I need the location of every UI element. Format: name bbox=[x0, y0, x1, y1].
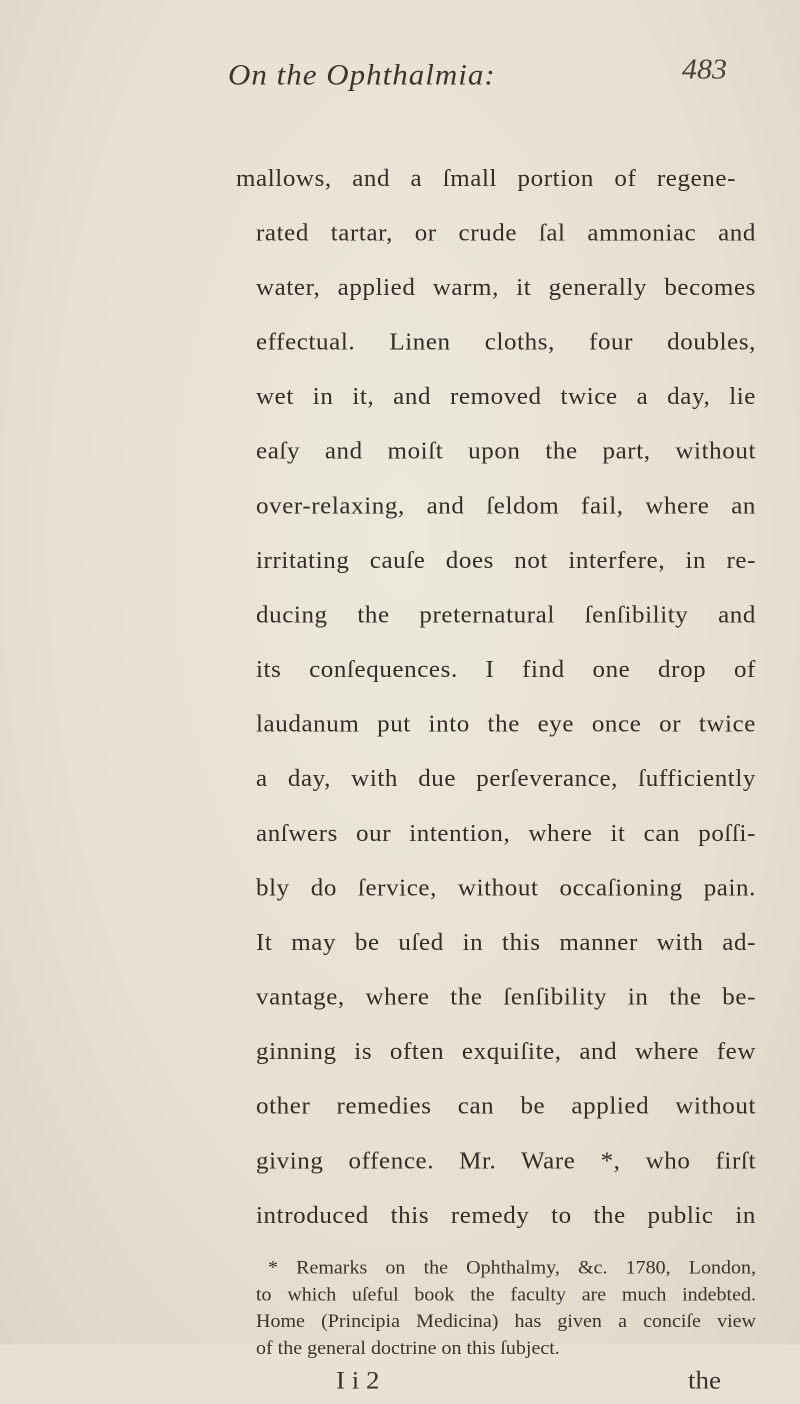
footnote-line: to which uſeful book the faculty are much indebted. bbox=[256, 1284, 756, 1306]
footnote-line: of the general doctrine on this ſubject. bbox=[256, 1337, 560, 1359]
catchword: the bbox=[688, 1365, 721, 1395]
signature-mark: I i 2 bbox=[336, 1365, 380, 1395]
body-line: effectual. Linen cloths, four doubles, bbox=[256, 329, 756, 356]
body-line: ducing the preternatural ſenſibility and bbox=[256, 602, 756, 629]
body-line: laudanum put into the eye once or twice bbox=[256, 711, 756, 738]
page-number: 483 bbox=[682, 53, 727, 86]
body-line: introduced this remedy to the public in bbox=[256, 1202, 756, 1229]
body-line: other remedies can be applied without bbox=[256, 1093, 756, 1120]
body-line: It may be uſed in this manner with ad- bbox=[256, 929, 756, 956]
body-line: mallows, and a ſmall portion of regene- bbox=[236, 165, 736, 192]
footnote-line: Home (Principia Medicina) has given a conciſe view bbox=[256, 1310, 756, 1333]
body-line: its conſequences. I find one drop of bbox=[256, 656, 756, 683]
body-line: vantage, where the ſenſibility in the be- bbox=[256, 984, 756, 1011]
body-line: giving offence. Mr. Ware *, who firſt bbox=[256, 1148, 756, 1175]
body-line: anſwers our intention, where it can poſſi- bbox=[256, 820, 756, 847]
body-line: over-relaxing, and ſeldom fail, where an bbox=[256, 493, 756, 520]
footnote-line: * Remarks on the Ophthalmy, &c. 1780, London, bbox=[268, 1257, 756, 1279]
body-line: bly do ſervice, without occaſioning pain. bbox=[256, 875, 756, 902]
body-line: water, applied warm, it generally becomes bbox=[256, 274, 756, 301]
body-line: a day, with due perſeverance, ſufficiently bbox=[256, 766, 756, 792]
body-line: ginning is often exquiſite, and where few bbox=[256, 1038, 756, 1065]
body-line: irritating cauſe does not interfere, in re- bbox=[256, 547, 756, 574]
body-line: eaſy and moiſt upon the part, without bbox=[256, 438, 756, 465]
running-title: On the Ophthalmia: bbox=[228, 57, 496, 91]
body-line: wet in it, and removed twice a day, lie bbox=[256, 383, 756, 410]
body-line: rated tartar, or crude ſal ammoniac and bbox=[256, 220, 756, 247]
